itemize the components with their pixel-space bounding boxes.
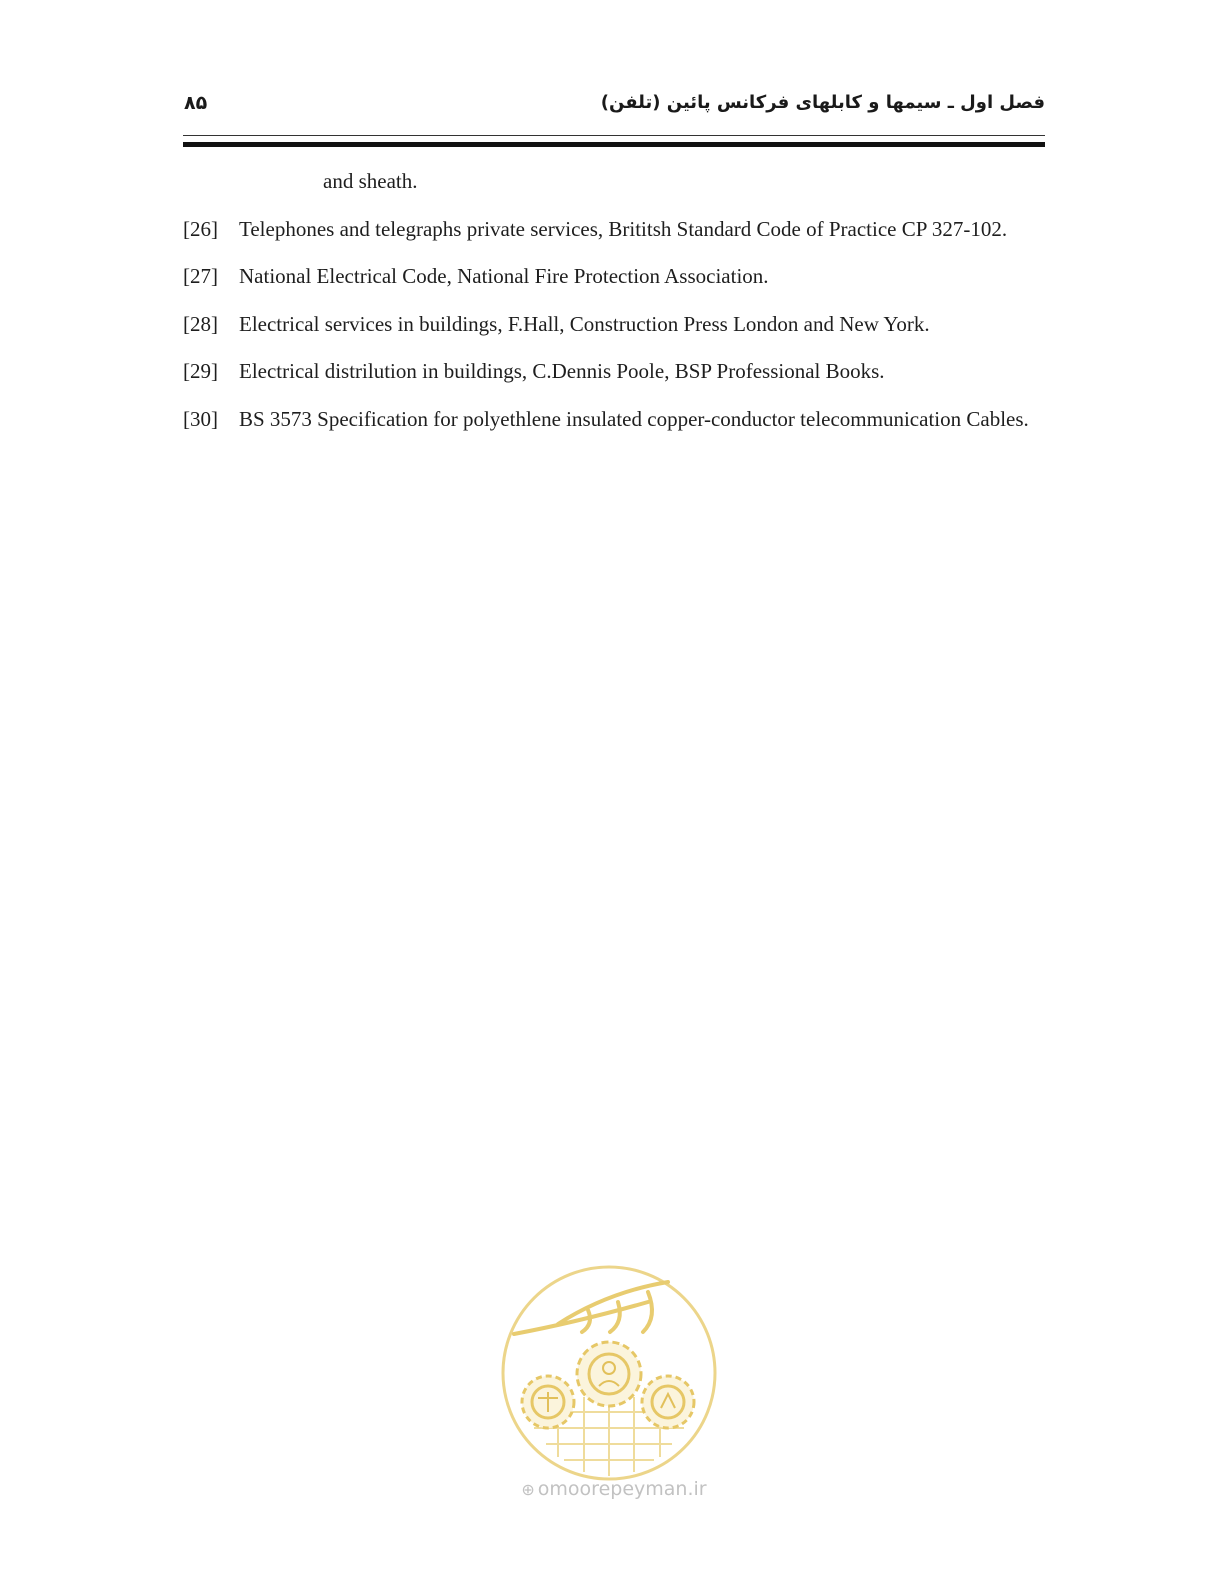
reference-text: Electrical distrilution in buildings, C.Dennis Poole, BSP Professional Books.: [239, 359, 885, 383]
reference-text: National Electrical Code, National Fire Protection Association.: [239, 264, 769, 288]
header-rule-thin: [183, 135, 1045, 136]
reference-number: [28]: [183, 311, 218, 336]
watermark-seal-icon: [498, 1262, 720, 1484]
page-number: ۸۵: [184, 92, 208, 114]
watermark-site: [0, 1478, 1228, 1500]
reference-text: BS 3573 Specification for polyethlene insulated copper-conductor telecommunication Cables.: [239, 406, 1029, 431]
reference-26: [183, 206, 1045, 254]
reference-number: [26]: [183, 216, 218, 241]
watermark-site-text: omoorepeyman.ir: [537, 1478, 707, 1500]
reference-number: [27]: [183, 264, 218, 288]
running-head: فصل اول ـ سیمها و کابلهای فرکانس پائین (تلفن): [600, 92, 1045, 113]
reference-text: Telephones and telegraphs private services, Brititsh Standard Code of Practice CP 327-102.: [239, 216, 1008, 241]
reference-list: [183, 158, 1045, 443]
reference-text: Electrical services in buildings, F.Hall, Construction Press London and New York.: [239, 311, 930, 336]
reference-28: [183, 301, 1045, 349]
reference-number: [29]: [183, 359, 218, 383]
reference-number: [30]: [183, 406, 218, 431]
reference-29: [183, 348, 1045, 396]
reference-30: [183, 396, 1045, 444]
header-rule-thick: [183, 142, 1045, 147]
continued-reference-text: and sheath.: [323, 169, 418, 193]
globe-icon: ⊕: [521, 1480, 535, 1499]
reference-27: [183, 253, 1045, 301]
